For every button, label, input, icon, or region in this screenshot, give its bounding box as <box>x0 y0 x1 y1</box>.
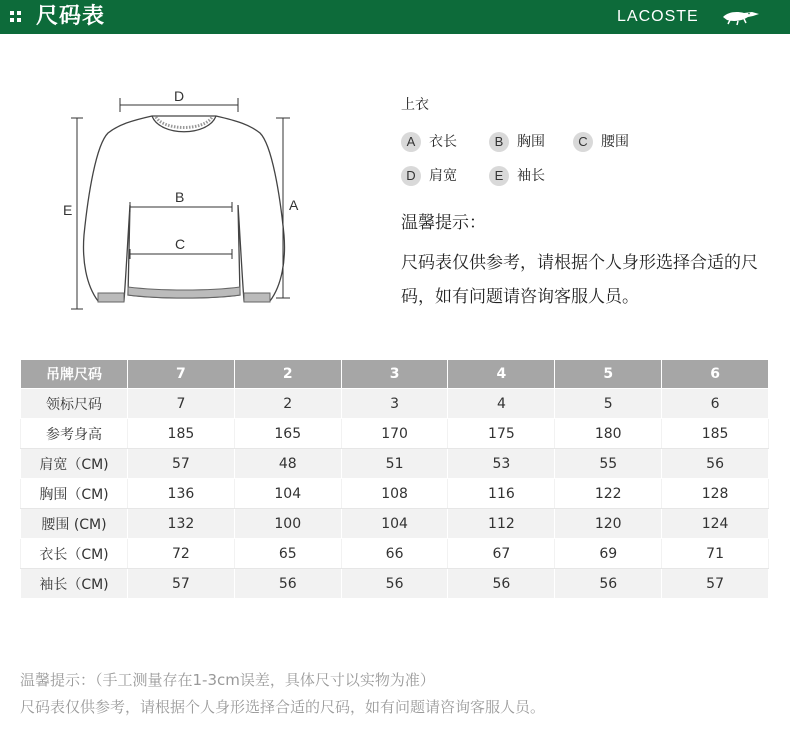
size-table <box>20 359 769 599</box>
table-cell: 104 <box>234 479 341 509</box>
table-header-row <box>21 360 769 389</box>
tip-title: 温馨提示： <box>401 213 486 233</box>
badge-a: A <box>401 132 421 152</box>
label-b: B <box>175 189 185 205</box>
table-header-cell: 2 <box>234 360 341 389</box>
table-row <box>21 539 769 569</box>
table-cell: 175 <box>448 419 555 449</box>
table-cell: 104 <box>341 509 448 539</box>
legend-item-d <box>401 165 457 187</box>
table-row <box>21 449 769 479</box>
badge-c: C <box>573 132 593 152</box>
table-cell: 56 <box>448 569 555 599</box>
table-cell: 领标尺码 <box>21 389 128 419</box>
garment-diagram <box>60 85 310 325</box>
legend-label: 袖长 <box>517 167 545 184</box>
table-cell: 48 <box>234 449 341 479</box>
table-row <box>21 509 769 539</box>
table-cell: 72 <box>128 539 235 569</box>
table-cell: 67 <box>448 539 555 569</box>
table-header-cell: 吊牌尺码 <box>21 360 128 389</box>
tip-text: 尺码表仅供参考，请根据个人身形选择合适的尺码，如有问题请咨询客服人员。 <box>401 253 758 307</box>
legend-item-c <box>573 131 629 153</box>
table-header-cell: 3 <box>341 360 448 389</box>
table-cell: 132 <box>128 509 235 539</box>
table-row <box>21 389 769 419</box>
label-d: D <box>174 88 185 104</box>
table-cell: 69 <box>555 539 662 569</box>
footer-note-1: 温馨提示：（手工测量存在1-3cm误差，具体尺寸以实物为准） <box>20 671 435 689</box>
table-cell: 腰围 (CM) <box>21 509 128 539</box>
table-cell: 参考身高 <box>21 419 128 449</box>
page-title: 尺码表 <box>36 4 106 29</box>
table-row <box>21 419 769 449</box>
legend-item-b <box>489 131 545 153</box>
table-cell: 66 <box>341 539 448 569</box>
table-cell: 56 <box>234 569 341 599</box>
table-header-cell: 5 <box>555 360 662 389</box>
table-cell: 136 <box>128 479 235 509</box>
table-cell: 128 <box>662 479 769 509</box>
legend-item-e <box>489 165 545 187</box>
table-cell: 肩宽（CM) <box>21 449 128 479</box>
table-cell: 170 <box>341 419 448 449</box>
legend-label: 肩宽 <box>429 167 457 184</box>
legend-label: 腰围 <box>601 133 629 150</box>
table-cell: 53 <box>448 449 555 479</box>
brand-logo-text: LACOSTE <box>617 8 699 25</box>
table-cell: 袖长（CM) <box>21 569 128 599</box>
table-cell: 3 <box>341 389 448 419</box>
crocodile-logo-icon <box>722 8 760 26</box>
table-cell: 51 <box>341 449 448 479</box>
table-cell: 57 <box>128 449 235 479</box>
table-cell: 71 <box>662 539 769 569</box>
table-cell: 185 <box>128 419 235 449</box>
table-cell: 56 <box>662 449 769 479</box>
table-header-cell: 7 <box>128 360 235 389</box>
table-cell: 57 <box>662 569 769 599</box>
legend-label: 衣长 <box>429 133 457 150</box>
table-cell: 112 <box>448 509 555 539</box>
table-cell: 5 <box>555 389 662 419</box>
badge-e: E <box>489 166 509 186</box>
table-cell: 56 <box>555 569 662 599</box>
table-cell: 108 <box>341 479 448 509</box>
badge-d: D <box>401 166 421 186</box>
table-cell: 122 <box>555 479 662 509</box>
table-cell: 116 <box>448 479 555 509</box>
table-cell: 4 <box>448 389 555 419</box>
legend-label: 胸围 <box>517 133 545 150</box>
badge-b: B <box>489 132 509 152</box>
table-row <box>21 479 769 509</box>
label-e: E <box>63 202 73 218</box>
table-cell: 6 <box>662 389 769 419</box>
label-a: A <box>289 197 299 213</box>
sweater-illustration <box>60 85 310 325</box>
table-cell: 185 <box>662 419 769 449</box>
table-cell: 2 <box>234 389 341 419</box>
table-row <box>21 569 769 599</box>
label-c: C <box>175 236 186 252</box>
table-header-cell: 4 <box>448 360 555 389</box>
table-cell: 57 <box>128 569 235 599</box>
table-cell: 7 <box>128 389 235 419</box>
table-cell: 124 <box>662 509 769 539</box>
table-cell: 180 <box>555 419 662 449</box>
grid-icon <box>10 11 22 23</box>
table-cell: 55 <box>555 449 662 479</box>
table-cell: 65 <box>234 539 341 569</box>
footer-note-2: 尺码表仅供参考，请根据个人身形选择合适的尺码，如有问题请咨询客服人员。 <box>20 698 546 716</box>
table-cell: 胸围（CM) <box>21 479 128 509</box>
table-cell: 56 <box>341 569 448 599</box>
header-bar <box>0 0 790 34</box>
table-cell: 100 <box>234 509 341 539</box>
table-cell: 165 <box>234 419 341 449</box>
table-cell: 衣长（CM) <box>21 539 128 569</box>
legend-item-a <box>401 131 457 153</box>
table-cell: 120 <box>555 509 662 539</box>
table-header-cell: 6 <box>662 360 769 389</box>
legend-title: 上衣 <box>401 97 429 113</box>
